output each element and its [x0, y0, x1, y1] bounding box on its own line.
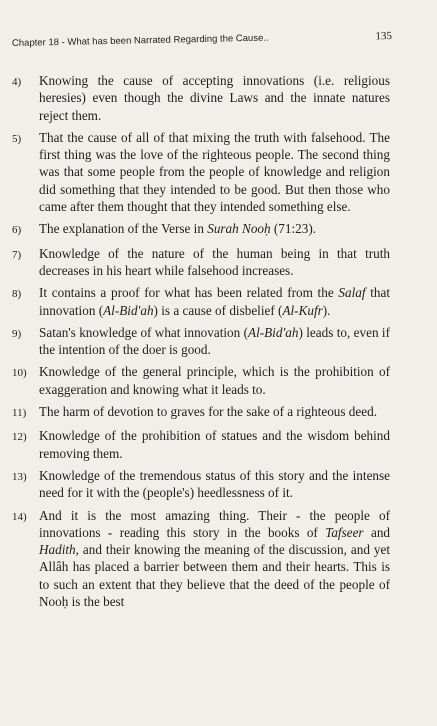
text-run: Satan's knowledge of what innovation (: [39, 324, 249, 340]
item-text: [39, 284, 390, 319]
list-item: [12, 220, 390, 239]
item-number: 4): [12, 76, 22, 88]
list-item: [12, 72, 390, 124]
text-run: ).: [322, 302, 331, 318]
text-run: Knowledge of the general principle, which is the prohibition of exaggeration and knowing what it leads to.: [39, 364, 390, 397]
text-run: That the cause of all of that mixing the truth with falsehood. The first thing was the love of the righteous people. The second thing was that some people from the people of knowledge and religion did something that they intended to be good. But then those who came after them thought that they intended something else.: [39, 129, 390, 215]
text-run: It contains a proof for what has been related from the: [39, 285, 339, 301]
text-run: , and their knowing the meaning of the discussion, and yet Allâh has placed a barrier between them and their hearts. This is to such an extent that they believe that the deed of the people of Nooḥ is the best: [39, 542, 390, 610]
running-header: [12, 30, 392, 50]
text-run: and: [363, 524, 391, 540]
text-run: (71:23).: [270, 221, 317, 237]
item-number: 9): [12, 327, 22, 340]
item-number: 8): [12, 288, 22, 301]
item-text: [39, 245, 390, 280]
list-item: [12, 284, 390, 319]
item-number: 6): [12, 224, 22, 237]
text-run: Knowledge of the prohibition of statues and the wisdom behind removing them.: [39, 428, 390, 461]
text-run: The harm of devotion to graves for the sake of a righteous deed.: [39, 404, 378, 420]
list-item: [12, 363, 390, 398]
italic-term: Al-Bid'ah: [103, 302, 154, 318]
text-run: Knowledge of the tremendous status of this story and the intense need for it with the (people's) heedlessness of it.: [39, 467, 390, 501]
item-text: [39, 220, 390, 239]
text-run: Knowledge of the nature of the human being in that truth decreases in his heart while falsehood increases.: [39, 245, 390, 278]
numbered-list: [12, 72, 390, 615]
page-number: 135: [375, 30, 393, 43]
item-text: [39, 363, 390, 398]
item-text: [39, 129, 390, 215]
item-number: 14): [12, 510, 27, 523]
italic-term: Hadith: [39, 542, 76, 558]
text-run: And it is the most amazing thing. Their - the people of innovations - reading this story in the books of: [39, 507, 390, 540]
list-item: [12, 324, 390, 359]
chapter-title: Chapter 18 - What has been Narrated Regarding the Cause..: [11, 32, 269, 49]
italic-term: Al-Bid'ah: [248, 324, 299, 340]
text-run: that innovation (: [39, 285, 390, 318]
item-text: [39, 324, 390, 359]
item-text: [39, 467, 390, 502]
item-text: [39, 507, 390, 611]
italic-term: Tafseer: [325, 524, 364, 540]
text-run: ) leads to, even if the intention of the doer is good.: [39, 324, 390, 358]
list-item: [12, 245, 390, 280]
list-item: [12, 403, 390, 422]
italic-term: Salaf: [338, 285, 366, 301]
list-item: [12, 427, 390, 462]
item-number: 10): [12, 367, 27, 380]
item-number: 13): [12, 470, 27, 483]
list-item: [12, 467, 390, 502]
italic-term: Al-Kufr: [282, 302, 323, 318]
item-number: 12): [12, 431, 27, 444]
text-run: Knowing the cause of accepting innovations (i.e. religious heresies) even though the divine Laws and the innate natures reject them.: [39, 73, 390, 123]
item-text: [39, 427, 390, 462]
list-item: [12, 129, 390, 215]
text-run: The explanation of the Verse in: [39, 221, 208, 237]
italic-term: Surah Nooḥ: [207, 221, 271, 237]
item-text: [39, 403, 390, 422]
item-text: [39, 72, 390, 124]
item-number: 11): [12, 407, 27, 420]
item-number: 7): [12, 248, 22, 261]
text-run: ) is a cause of disbelief (: [153, 302, 283, 318]
item-number: 5): [12, 132, 22, 145]
list-item: [12, 507, 390, 611]
